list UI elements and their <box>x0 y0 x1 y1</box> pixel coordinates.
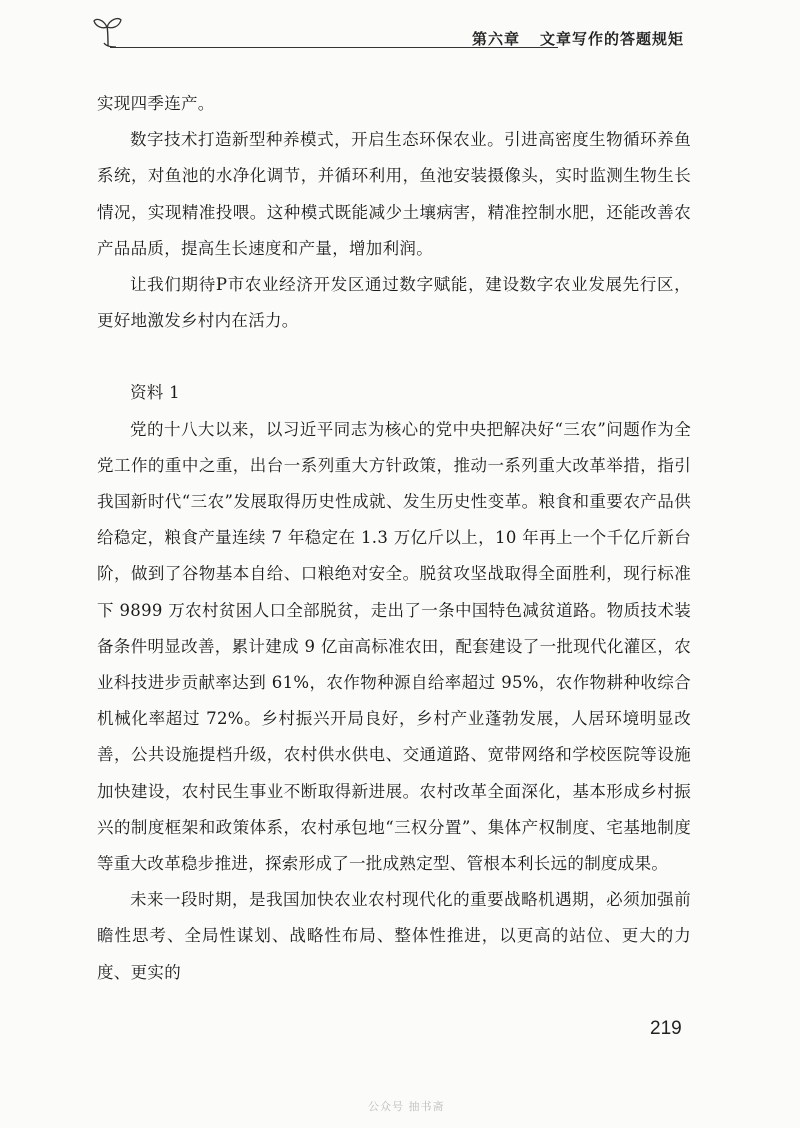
paragraph: 让我们期待P市农业经济开发区通过数字赋能，建设数字农业发展先行区，更好地激发乡村内在活力。 <box>97 275 691 331</box>
chapter-title: 文章写作的答题规矩 <box>539 30 684 48</box>
page-number: 219 <box>650 1018 682 1039</box>
watermark: 公众号 抽书斋 <box>368 1100 445 1113</box>
paragraph: 数字技术打造新型种养模式，开启生态环保农业。引进高密度生物循环养鱼系统，对鱼池的水净化调节，并循环利用，鱼池安装摄像头，实时监测生物生长情况，实现精准投喂。这种模式既能减少土壤病害，精准控制水肥，还能改善农产品品质，提高生长速度和产量，增加利润。 <box>97 130 691 258</box>
page-header <box>92 10 692 50</box>
paragraph: 实现四季连产。 <box>97 94 215 113</box>
sprout-icon <box>92 10 124 50</box>
section-label: 资料 1 <box>130 383 180 403</box>
page-body <box>97 86 691 991</box>
chapter-label: 第六章 <box>471 30 520 48</box>
paragraph: 党的十八大以来，以习近平同志为核心的党中央把解决好“三农”问题作为全党工作的重中之重，出台一系列重大方针政策，推动一系列重大改革举措，指引我国新时代“三农”发展取得历史性成就、发生历史性变革。粮食和重要农产品供给稳定，粮食产量连续 7 年稳定在 1.3 万亿斤以上，10 年再上一个千亿斤新台阶，做到了谷物基本自给、口粮绝对安全。脱贫攻坚战取得全面胜利，现行标准下 9899 万农村贫困人口全部脱贫，走出了一条中国特色减贫道路。物质技术装备条件明显改善，累计建成 9 亿亩高标准农田，配套建设了一批现代化灌区，农业科技进步贡献率达到 61%，农作物种源自给率超过 95%，农作物耕种收综合机械化率超过 72%。乡村振兴开局良好，乡村产业蓬勃发展，人居环境明显改善，公共设施提档升级，农村供水供电、交通道路、宽带网络和学校医院等设施加快建设，农村民生事业不断取得新进展。农村改革全面深化，基本形成乡村振兴的制度框架和政策体系，农村承包地“三权分置”、集体产权制度、宅基地制度等重大改革稳步推进，探索形成了一批成熟定型、管根本利长远的制度成果。 <box>97 419 691 874</box>
header-title <box>472 28 684 49</box>
paragraph: 未来一段时期，是我国加快农业农村现代化的重要战略机遇期，必须加强前瞻性思考、全局性谋划、战略性布局、整体性推进，以更高的站位、更大的力度、更实的 <box>97 890 691 982</box>
